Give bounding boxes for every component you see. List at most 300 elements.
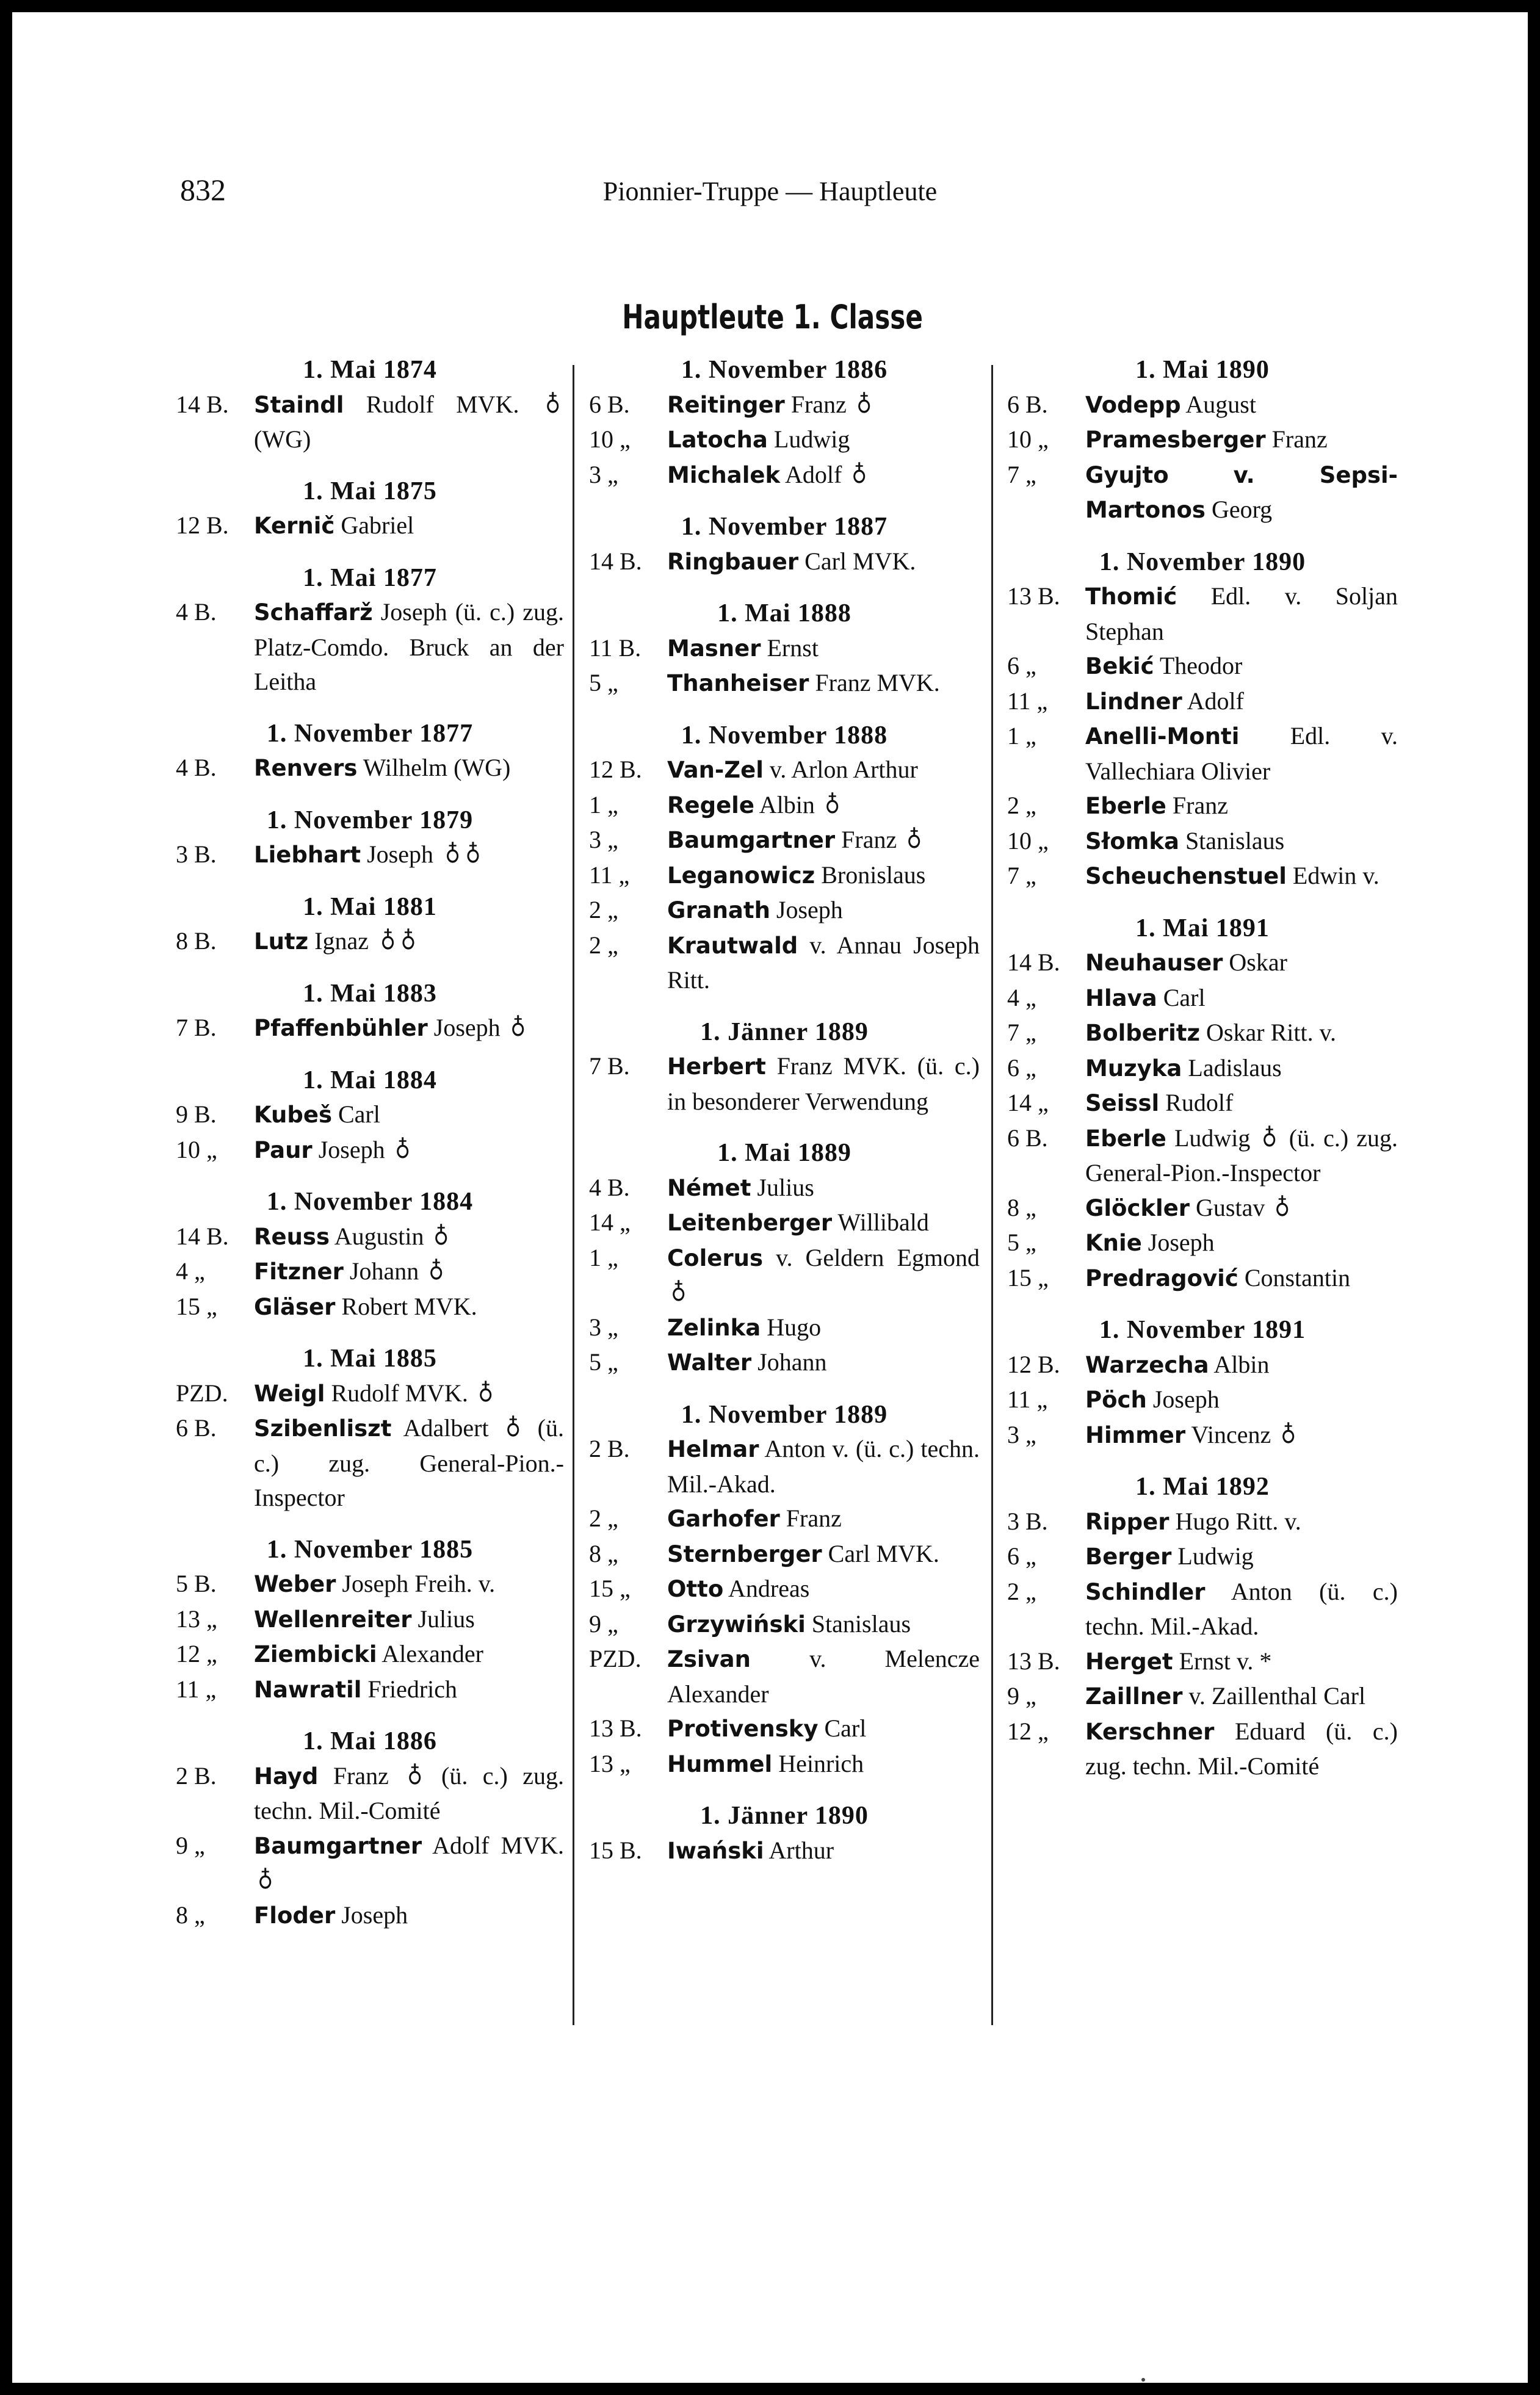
officer-surname: Seissl xyxy=(1085,1090,1160,1116)
entry-text xyxy=(254,1133,564,1168)
entry-text xyxy=(667,631,980,666)
officer-details: Franz MVK. xyxy=(815,669,940,696)
decoration-icon: ♁ xyxy=(906,826,922,853)
battalion-number: 2 B. xyxy=(176,1761,217,1790)
battalion-number: 11 „ xyxy=(1007,1385,1048,1413)
entry-text xyxy=(1085,1051,1398,1086)
officer-details: Ernst xyxy=(767,634,819,662)
entry-text xyxy=(667,1747,980,1782)
battalion-number: 8 B. xyxy=(176,927,217,955)
officer-entry xyxy=(176,1097,564,1133)
battalion-number: 6 „ xyxy=(1007,652,1036,679)
decoration-icon: ♁ xyxy=(671,1279,687,1306)
officer-details: Joseph (ü. c.) zug. Platz-Comdo. Bruck an der Leitha xyxy=(254,598,564,695)
officer-details: Vincenz xyxy=(1191,1420,1271,1448)
battalion-number: 5 „ xyxy=(589,669,618,696)
entry-text xyxy=(667,1241,980,1310)
officer-entry xyxy=(589,544,980,580)
officer-details: Heinrich xyxy=(778,1749,864,1777)
officer-surname: Bolberitz xyxy=(1085,1020,1201,1046)
officer-surname: Van-Zel xyxy=(667,757,764,783)
entry-text xyxy=(1085,1348,1398,1383)
officer-surname: Staindl xyxy=(254,391,344,418)
entry-text xyxy=(667,544,980,580)
battalion-number: 2 „ xyxy=(589,1505,618,1532)
entry-text xyxy=(1085,684,1398,720)
battalion-number: 5 „ xyxy=(1007,1229,1036,1256)
battalion-number: 3 „ xyxy=(589,826,618,853)
battalion-number: 5 B. xyxy=(176,1570,217,1597)
battalion-number: 3 „ xyxy=(589,1313,618,1341)
battalion-number: 6 „ xyxy=(1007,1053,1036,1082)
officer-details: Anton (ü. c.) techn. Mil.-Akad. xyxy=(1085,1577,1398,1640)
officer-details: Carl xyxy=(1163,983,1206,1011)
battalion-number: 10 „ xyxy=(589,425,631,453)
officer-surname: Słomka xyxy=(1085,828,1179,854)
entry-text xyxy=(1085,1261,1398,1296)
officer-surname: Pfaffenbühler xyxy=(254,1015,428,1041)
officer-entry xyxy=(176,1376,564,1412)
entry-text xyxy=(254,388,564,457)
officer-surname: Eberle xyxy=(1085,1125,1166,1152)
entry-text xyxy=(667,1432,980,1501)
entry-text xyxy=(667,388,980,423)
battalion-number: 11 „ xyxy=(589,861,630,889)
entry-text xyxy=(254,1011,564,1046)
officer-surname: Bekić xyxy=(1085,653,1154,679)
date-heading: 1. November 1886 xyxy=(681,356,888,384)
entry-text xyxy=(667,823,980,858)
section-spacer xyxy=(176,786,564,803)
officer-surname: Glöckler xyxy=(1085,1194,1190,1221)
decoration-icon: ♁ ♁ xyxy=(445,840,481,868)
officer-surname: Scheuchenstuel xyxy=(1085,863,1287,889)
officer-entry xyxy=(176,508,564,544)
officer-details: Franz xyxy=(1172,792,1228,819)
entry-text xyxy=(1085,719,1398,789)
entry-text xyxy=(667,1501,980,1537)
officer-entry xyxy=(589,928,980,998)
officer-assignment: (ü. c.) zug. techn. Mil.-Comité xyxy=(254,1761,565,1824)
section-spacer xyxy=(589,579,980,596)
officer-entry xyxy=(589,1747,980,1782)
officer-entry xyxy=(176,1898,564,1934)
officer-surname: Hayd xyxy=(254,1763,319,1790)
entry-text xyxy=(667,1171,980,1206)
officer-details: Joseph xyxy=(318,1135,385,1163)
entry-text xyxy=(1085,1418,1398,1453)
battalion-number: 9 „ xyxy=(1007,1682,1036,1710)
decoration-icon: ♁ ♁ xyxy=(380,927,416,955)
entry-text xyxy=(1085,824,1398,859)
officer-surname: Fitzner xyxy=(254,1259,344,1285)
officer-details: Adalbert xyxy=(403,1414,489,1442)
date-heading: 1. Mai 1888 xyxy=(717,599,851,627)
decoration-icon: ♁ xyxy=(510,1014,526,1041)
section-spacer xyxy=(589,701,980,718)
entry-text xyxy=(1085,1086,1398,1121)
battalion-number: 1 „ xyxy=(589,790,618,818)
decoration-icon: ♁ xyxy=(1281,1420,1296,1448)
officer-details: Carl xyxy=(824,1714,867,1742)
entry-text xyxy=(1085,945,1398,981)
officer-entry xyxy=(589,1345,980,1381)
date-heading: 1. November 1884 xyxy=(266,1188,474,1216)
date-heading: 1. Mai 1874 xyxy=(303,356,437,384)
officer-details: Alexander xyxy=(381,1640,483,1667)
battalion-number: 9 B. xyxy=(176,1100,217,1128)
officer-entry xyxy=(176,1637,564,1672)
battalion-number: 8 „ xyxy=(176,1901,205,1929)
section-spacer xyxy=(1007,1453,1398,1470)
officer-details: Stanislaus xyxy=(811,1609,911,1638)
section-spacer xyxy=(176,1046,564,1063)
entry-text xyxy=(667,1642,980,1711)
battalion-number: 14 B. xyxy=(176,390,229,418)
date-heading: 1. Mai 1881 xyxy=(303,892,437,921)
officer-entry xyxy=(1007,1121,1398,1191)
officer-details: Ernst v. * xyxy=(1179,1647,1272,1675)
officer-details: Wilhelm (WG) xyxy=(363,754,511,781)
officer-details: Georg xyxy=(1211,496,1273,523)
battalion-number: 14 B. xyxy=(1007,948,1060,976)
section-spacer xyxy=(1007,1296,1398,1313)
officer-details: Ludwig xyxy=(1177,1542,1254,1570)
officer-details: Augustin xyxy=(334,1222,424,1250)
date-heading: 1. Mai 1875 xyxy=(303,477,437,505)
officer-surname: Gyujto v. Sepsi-Martonos xyxy=(1085,461,1398,523)
officer-surname: Berger xyxy=(1085,1544,1172,1570)
officer-entry xyxy=(1007,458,1398,528)
officer-entry xyxy=(589,893,980,928)
date-heading: 1. November 1890 xyxy=(1099,547,1306,576)
entry-text xyxy=(667,1572,980,1607)
officer-entry xyxy=(589,1501,980,1537)
entry-text xyxy=(1085,981,1398,1016)
battalion-number: 10 „ xyxy=(1007,826,1049,854)
officer-entry xyxy=(176,1133,564,1168)
column-rule xyxy=(991,365,993,2025)
battalion-number: 13 „ xyxy=(589,1749,631,1777)
officer-surname: Pramesberger xyxy=(1085,427,1266,453)
officer-entry xyxy=(1007,1348,1398,1383)
column-rule xyxy=(573,365,574,2025)
section-spacer xyxy=(589,493,980,510)
date-heading: 1. Jänner 1889 xyxy=(700,1017,869,1046)
section-spacer xyxy=(1007,894,1398,911)
battalion-number: 2 „ xyxy=(589,931,618,959)
battalion-number: 12 „ xyxy=(1007,1717,1049,1745)
entry-text xyxy=(1085,1191,1398,1226)
battalion-number: 15 „ xyxy=(1007,1263,1049,1291)
decoration-icon: ♁ xyxy=(428,1257,444,1285)
officer-entry xyxy=(1007,1086,1398,1121)
officer-surname: Granath xyxy=(667,897,770,923)
section-spacer xyxy=(176,1168,564,1185)
entry-text xyxy=(1085,1714,1398,1784)
officer-entry xyxy=(589,666,980,701)
officer-entry xyxy=(1007,579,1398,649)
officer-surname: Grzywiński xyxy=(667,1611,806,1638)
officer-surname: Thomić xyxy=(1085,583,1177,610)
officer-entry xyxy=(589,1310,980,1346)
officer-details: Rudolf MVK. xyxy=(366,390,519,418)
battalion-number: 6 „ xyxy=(1007,1542,1036,1570)
officer-surname: Regele xyxy=(667,792,754,818)
document-page xyxy=(12,12,1528,2383)
date-heading: 1. Mai 1891 xyxy=(1135,914,1270,942)
officer-details: Joseph xyxy=(776,896,843,923)
officer-surname: Reitinger xyxy=(667,391,785,418)
officer-details: Carl xyxy=(338,1100,380,1128)
battalion-number: 3 „ xyxy=(589,460,618,488)
officer-details: Oskar Ritt. v. xyxy=(1206,1019,1336,1046)
section-spacer xyxy=(176,544,564,561)
officer-details: Adolf xyxy=(1187,687,1244,715)
officer-entry xyxy=(589,422,980,458)
officer-surname: Nawratil xyxy=(254,1676,362,1703)
officer-surname: Muzyka xyxy=(1085,1055,1182,1082)
officer-surname: Herget xyxy=(1085,1648,1173,1675)
officer-details: Franz xyxy=(841,826,897,853)
entry-text xyxy=(1085,1539,1398,1575)
section-title: Hauptleute 1. Classe xyxy=(622,298,923,336)
date-heading: 1. Mai 1886 xyxy=(303,1727,437,1755)
entry-text xyxy=(1085,422,1398,458)
officer-details: Anton v. (ü. c.) techn. Mil.-Akad. xyxy=(667,1435,980,1498)
officer-entry xyxy=(589,1711,980,1747)
officer-entry xyxy=(176,1602,564,1638)
entry-text xyxy=(667,1345,980,1381)
entry-text xyxy=(667,666,980,701)
battalion-number: 5 „ xyxy=(589,1348,618,1376)
officer-details: Oskar xyxy=(1229,948,1287,976)
section-spacer xyxy=(589,1119,980,1136)
officer-entry xyxy=(589,788,980,823)
entry-text xyxy=(254,1829,564,1898)
battalion-number: 8 „ xyxy=(589,1539,618,1567)
officer-entry xyxy=(1007,684,1398,720)
officer-details: Carl MVK. xyxy=(804,547,916,575)
officer-details: Ludwig xyxy=(773,425,850,453)
officer-surname: Wellenreiter xyxy=(254,1606,412,1633)
decoration-icon: ♁ xyxy=(851,460,867,488)
entry-text xyxy=(254,1097,564,1133)
column-right xyxy=(1007,353,1398,1784)
date-heading: 1. November 1887 xyxy=(681,513,888,541)
battalion-number: 3 B. xyxy=(176,840,217,868)
officer-details: Johann xyxy=(757,1348,827,1376)
section-spacer xyxy=(1007,528,1398,545)
officer-details: Stanislaus xyxy=(1185,826,1285,854)
battalion-number: 2 B. xyxy=(589,1435,630,1462)
officer-surname: Kerschner xyxy=(1085,1718,1215,1745)
entry-text xyxy=(667,858,980,894)
entry-text xyxy=(1085,859,1398,894)
officer-surname: Ziembicki xyxy=(254,1641,377,1667)
officer-surname: Zaillner xyxy=(1085,1683,1183,1710)
officer-entry xyxy=(1007,1382,1398,1418)
officer-details: v. Arlon Arthur xyxy=(769,756,918,783)
officer-surname: Knie xyxy=(1085,1230,1142,1256)
battalion-number: PZD. xyxy=(176,1379,228,1407)
officer-entry xyxy=(1007,1714,1398,1784)
battalion-number: 15 „ xyxy=(176,1292,217,1320)
entry-text xyxy=(254,1672,564,1708)
section-spacer xyxy=(176,873,564,890)
entry-text xyxy=(254,1898,564,1934)
entry-text xyxy=(254,595,564,699)
officer-entry xyxy=(589,753,980,788)
officer-surname: Baumgartner xyxy=(667,827,836,853)
officer-surname: Hummel xyxy=(667,1750,773,1777)
officer-entry xyxy=(589,1537,980,1572)
battalion-number: 1 „ xyxy=(589,1243,618,1271)
officer-details: Edwin v. xyxy=(1292,862,1379,889)
officer-surname: Reuss xyxy=(254,1223,330,1250)
date-heading: 1. November 1891 xyxy=(1099,1316,1306,1344)
officer-details: August xyxy=(1185,390,1256,418)
officer-details: Bronislaus xyxy=(821,861,926,889)
decoration-icon: ♁ xyxy=(825,790,840,818)
decoration-icon: ♁ xyxy=(1262,1124,1278,1152)
officer-surname: Lindner xyxy=(1085,688,1182,715)
officer-entry xyxy=(1007,719,1398,789)
battalion-number: 14 „ xyxy=(589,1208,631,1236)
officer-details: Joseph xyxy=(341,1901,408,1929)
entry-text xyxy=(254,1290,564,1325)
officer-entry xyxy=(1007,1679,1398,1714)
officer-entry xyxy=(176,1759,564,1829)
officer-entry xyxy=(1007,1644,1398,1680)
officer-entry xyxy=(589,858,980,894)
officer-details: v. Melencze Alexander xyxy=(667,1645,980,1708)
officer-assignment: (ü. c.) zug. General-Pion.-Inspector xyxy=(1085,1124,1398,1187)
officer-surname: Anelli-Monti xyxy=(1085,723,1240,750)
entry-text xyxy=(667,1833,980,1869)
entry-text xyxy=(1085,458,1398,528)
battalion-number: 12 B. xyxy=(176,511,229,539)
officer-details: Friedrich xyxy=(367,1675,458,1703)
officer-surname: Vodepp xyxy=(1085,391,1181,418)
officer-surname: Protivensky xyxy=(667,1716,819,1742)
officer-entry xyxy=(589,1432,980,1501)
entry-text xyxy=(254,751,564,786)
officer-details: Carl MVK. xyxy=(828,1539,939,1567)
entry-text xyxy=(254,1759,564,1829)
entry-text xyxy=(1085,1382,1398,1418)
officer-entry xyxy=(176,1254,564,1290)
officer-details: Julius xyxy=(418,1605,475,1633)
column-middle xyxy=(589,353,980,1868)
battalion-number: 14 B. xyxy=(589,547,642,575)
officer-surname: Garhofer xyxy=(667,1506,780,1532)
officer-surname: Ripper xyxy=(1085,1508,1169,1535)
officer-entry xyxy=(176,837,564,873)
battalion-number: 4 „ xyxy=(176,1257,205,1285)
entry-text xyxy=(667,928,980,998)
officer-details: Rudolf xyxy=(1165,1089,1234,1116)
battalion-number: 13 B. xyxy=(1007,1647,1060,1675)
officer-details: Edl. v. Vallechiara Olivier xyxy=(1085,722,1398,785)
officer-surname: Leitenberger xyxy=(667,1210,833,1236)
officer-entry xyxy=(589,1171,980,1206)
battalion-number: 4 B. xyxy=(176,598,217,626)
battalion-number: 2 „ xyxy=(1007,1577,1036,1605)
decoration-icon: ♁ xyxy=(407,1761,423,1790)
entry-text xyxy=(667,893,980,928)
entry-text xyxy=(1085,1226,1398,1261)
officer-details: Franz MVK. (ü. c.) in besonderer Verwendung xyxy=(667,1052,980,1115)
battalion-number: 14 „ xyxy=(1007,1089,1049,1116)
officer-assignment: (ü. c.) zug. General-Pion.-Inspector xyxy=(254,1414,564,1511)
date-heading: 1. Mai 1877 xyxy=(303,563,437,592)
officer-details: Gabriel xyxy=(341,511,414,539)
date-heading: 1. Mai 1883 xyxy=(303,979,437,1008)
battalion-number: 2 „ xyxy=(589,896,618,923)
officer-surname: Warzecha xyxy=(1085,1351,1209,1378)
column-left xyxy=(176,353,564,1933)
entry-text xyxy=(1085,1121,1398,1191)
entry-text xyxy=(667,1607,980,1642)
officer-surname: Latocha xyxy=(667,427,768,453)
officer-entry xyxy=(176,1411,564,1515)
battalion-number: 13 B. xyxy=(1007,582,1060,610)
officer-entry xyxy=(1007,981,1398,1016)
battalion-number: 4 B. xyxy=(176,754,217,781)
running-head: Pionnier-Truppe — Hauptleute xyxy=(602,176,938,206)
battalion-number: 8 „ xyxy=(1007,1193,1036,1221)
date-heading: 1. November 1877 xyxy=(266,719,474,748)
officer-surname: Leganowicz xyxy=(667,862,815,889)
entry-text xyxy=(667,753,980,788)
section-spacer xyxy=(176,1324,564,1342)
date-heading: 1. November 1889 xyxy=(681,1400,888,1429)
entry-text xyxy=(254,1219,564,1255)
officer-surname: Kernič xyxy=(254,513,335,539)
date-heading: 1. Mai 1892 xyxy=(1135,1473,1270,1501)
officer-entry xyxy=(589,823,980,858)
battalion-number: 12 B. xyxy=(1007,1350,1060,1378)
officer-surname: Paur xyxy=(254,1136,313,1163)
officer-surname: Pöch xyxy=(1085,1387,1147,1413)
officer-surname: Sternberger xyxy=(667,1541,822,1567)
officer-entry xyxy=(1007,422,1398,458)
officer-details: v. Annau Joseph Ritt. xyxy=(667,931,980,994)
entry-text xyxy=(1085,388,1398,423)
officer-surname: Gläser xyxy=(254,1293,336,1320)
officer-entry xyxy=(176,1672,564,1708)
officer-details: v. Geldern Egmond xyxy=(776,1243,980,1271)
officer-details: Albin xyxy=(1213,1350,1270,1378)
officer-assignment: (WG) xyxy=(254,425,311,453)
officer-details: Albin xyxy=(759,790,815,818)
officer-entry xyxy=(176,924,564,959)
officer-details: Hugo xyxy=(767,1313,822,1341)
battalion-number: 6 B. xyxy=(1007,390,1048,418)
battalion-number: 9 „ xyxy=(176,1831,205,1859)
officer-details: Joseph Freih. v. xyxy=(342,1570,496,1597)
section-spacer xyxy=(589,998,980,1015)
stray-mark xyxy=(1141,2378,1145,2382)
battalion-number: 6 B. xyxy=(176,1414,217,1442)
battalion-number: 7 „ xyxy=(1007,460,1036,488)
battalion-number: 6 B. xyxy=(1007,1124,1048,1152)
section-spacer xyxy=(176,959,564,977)
section-spacer xyxy=(589,1782,980,1799)
officer-details: Constantin xyxy=(1244,1263,1351,1291)
officer-entry xyxy=(589,1833,980,1869)
